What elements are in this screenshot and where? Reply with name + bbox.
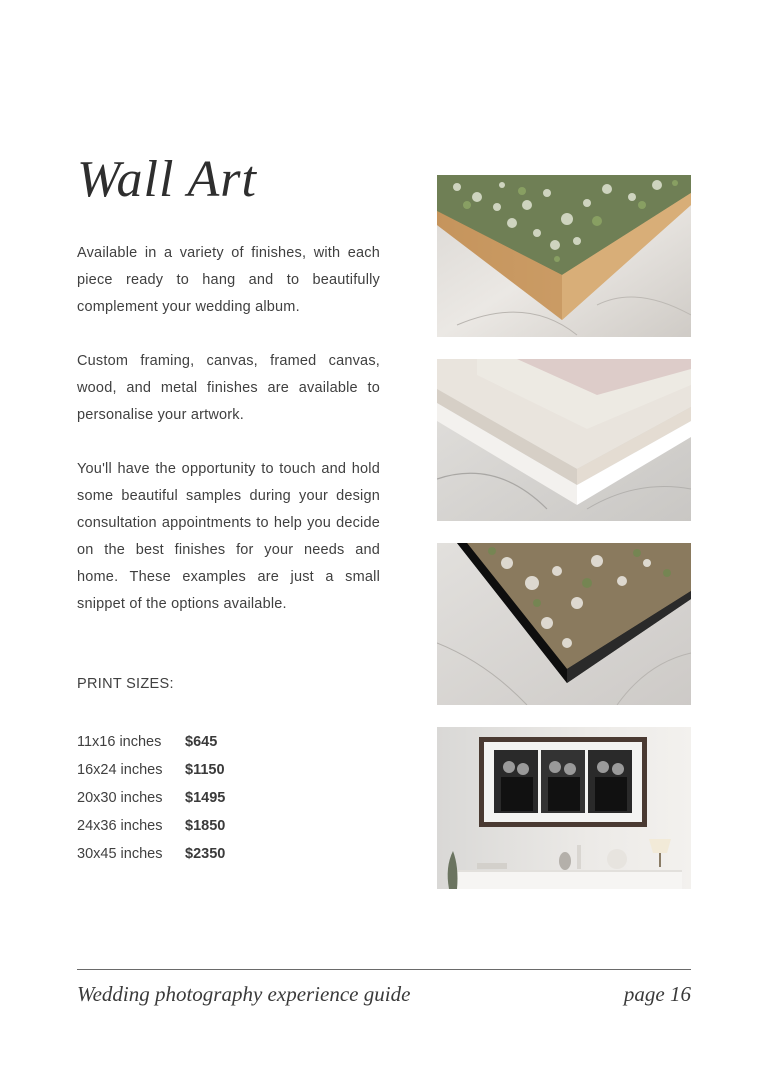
print-size-price: $2350: [185, 846, 226, 862]
print-size-price: $1150: [185, 762, 225, 778]
finishes-paragraph: Custom framing, canvas, framed canvas, wood, and metal finishes are available to personalise your artwork.: [77, 353, 380, 423]
print-size-price: $1495: [185, 790, 226, 806]
print-size-label: 30x45 inches: [77, 846, 163, 862]
print-size-price: $1850: [185, 818, 226, 834]
print-size-row: [77, 784, 225, 812]
print-size-row: [77, 812, 225, 840]
page-title: Wall Art: [77, 151, 257, 208]
footer-page-number: page 16: [623, 982, 691, 1006]
print-sizes-list: [77, 728, 225, 868]
print-size-label: 11x16 inches: [77, 734, 162, 750]
samples-paragraph: You'll have the opportunity to touch and hold some beautiful samples during your design consultation appointments to help you decide on the best finishes for your needs and home. These examples are just a small snippet of the options available.: [77, 461, 380, 612]
print-size-row: [77, 728, 225, 756]
black-frame-corner-photo: [437, 543, 691, 705]
footer-divider: [77, 969, 691, 970]
print-sizes-heading: PRINT SIZES:: [77, 676, 174, 692]
print-size-label: 20x30 inches: [77, 790, 163, 806]
print-size-price: $645: [185, 734, 218, 750]
intro-paragraph: Available in a variety of finishes, with each piece ready to hang and to beautifully complement your wedding album.: [77, 245, 380, 315]
footer-guide-title: Wedding photography experience guide: [77, 982, 411, 1006]
framed-triptych-on-wall-photo: [437, 727, 691, 889]
print-size-label: 24x36 inches: [77, 818, 163, 834]
print-size-row: [77, 840, 225, 868]
white-frame-corner-photo: [437, 359, 691, 521]
oak-frame-corner-photo: [437, 175, 691, 337]
print-size-row: [77, 756, 225, 784]
print-size-label: 16x24 inches: [77, 762, 163, 778]
